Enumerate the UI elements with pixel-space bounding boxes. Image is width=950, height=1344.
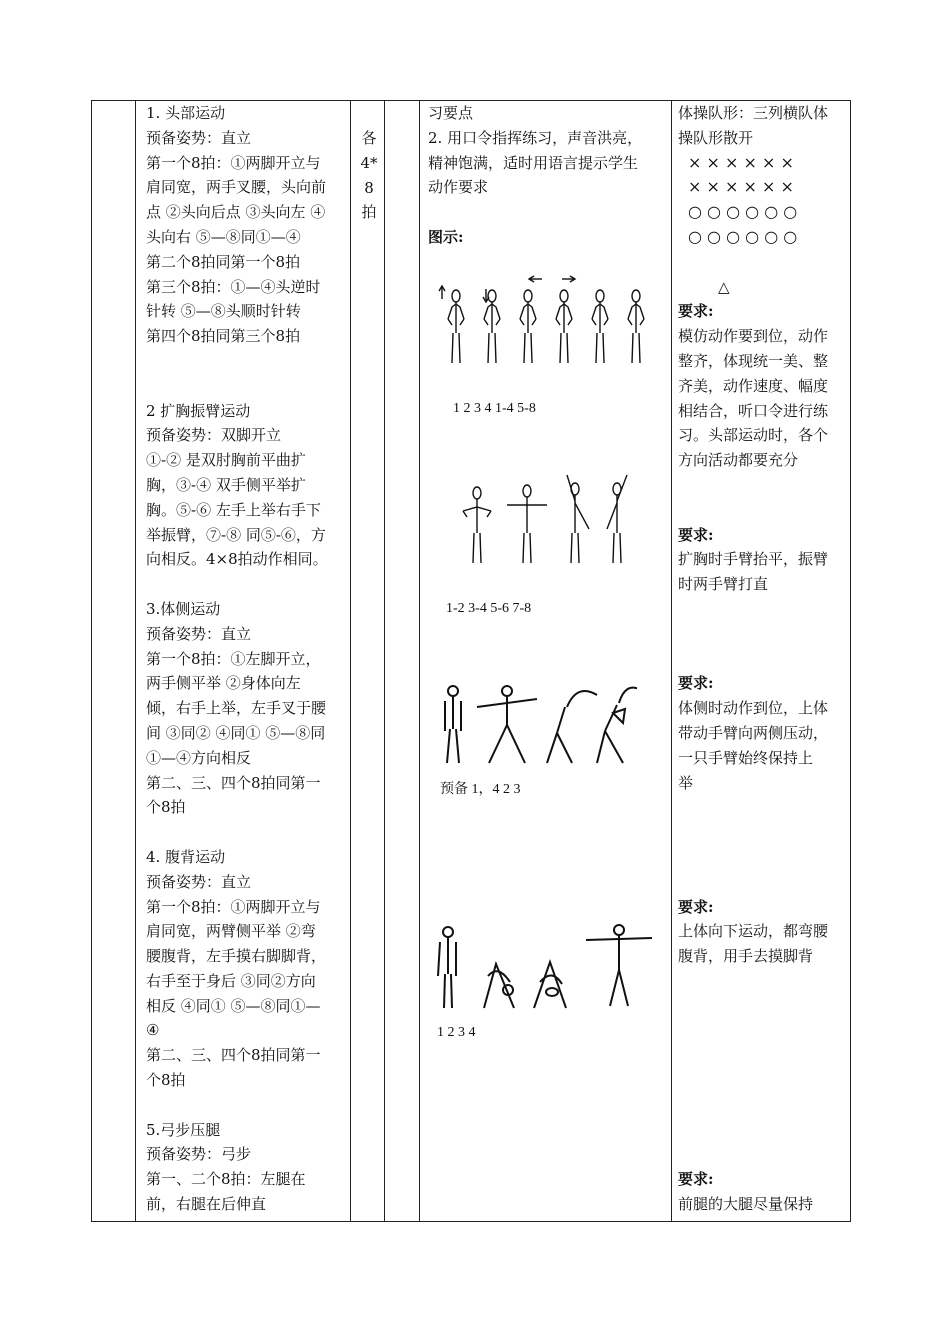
text-line: 肩同宽，两臂侧平举 ②弯 [146,922,316,941]
text-line: 预备姿势：弓步 [146,1145,252,1164]
text-line: 胸，③-④ 双手侧平举扩 [146,475,306,494]
text-line: 腹背，用手去摸脚背 [678,947,814,966]
text-line: 前，右腿在后伸直 [146,1195,267,1214]
column-divider [384,101,385,1221]
text-line: 向相反。4×8拍动作相同。 [146,550,328,569]
text-line: 体侧时动作到位，上体 [678,699,829,718]
requirement-label: 要求: [678,674,714,693]
text-line: 第二、三、四个8拍同第一 [146,1046,321,1065]
text-line: 倾，右手上举，左手叉于腰 [146,699,327,718]
text-line: 相结合，听口令进行练 [678,401,829,420]
diagram-heading: 图示: [428,227,464,246]
text-line: 第一个8拍：①两脚开立与 [146,153,321,172]
section-title: 2 扩胸振臂运动 [146,401,251,420]
text-line: 习要点 [428,104,474,122]
count-text: 4* [360,153,378,172]
text-line: 间 ③同② ④同① ⑤—⑧同 [146,723,326,742]
text-line: 个8拍 [146,1071,186,1090]
text-line: 齐美，动作速度、幅度 [678,376,829,395]
text-line: 头向右 ⑤—⑧同①—④ [146,227,301,246]
column-divider [671,101,672,1221]
text-line: 右手至于身后 ③同②方向 [146,971,316,990]
section-chest-expansion [146,399,354,573]
text-line: 模仿动作要到位，动作 [678,327,829,346]
text-line: 第一个8拍：①左脚开立， [146,649,321,668]
text-line: 2. 用口令指挥练习，声音洪亮， [428,128,643,147]
section-head-exercise [146,101,354,349]
text-line: 相反 ④同① ⑤—⑧同①— [146,996,321,1015]
text-line: 预备姿势：直立 [146,128,252,147]
text-line: 第二个8拍同第一个8拍 [146,252,301,271]
text-line: 整齐，体现统一美、整 [678,351,829,370]
text-line: 第一个8拍：①两脚开立与 [146,897,321,916]
formation-row: × × × × × × [688,177,794,197]
count-text: 各 [361,129,377,147]
text-line: 腰腹背，左手摸右脚脚背， [146,947,327,966]
figure-caption: 1 2 3 4 1-4 5-8 [453,401,536,416]
text-line: 扩胸时手臂抬平，振臂 [678,550,829,569]
text-line: 第二、三、四个8拍同第一 [146,773,321,792]
method-column [428,101,673,250]
text-line: 动作要求 [428,178,489,197]
figure-caption: 1 2 3 4 [437,1025,476,1040]
requirements-column [678,101,850,1217]
section-side-bend [146,597,354,820]
section-title: 3.体侧运动 [146,599,221,618]
column-divider [135,101,136,1221]
text-line: 习。头部运动时，各个 [678,426,829,445]
count-column [358,126,380,225]
text-line: 上体向下运动，都弯腰 [678,922,829,941]
teacher-marker: △ [718,277,730,296]
text-line: 两手侧平举 ②身体向左 [146,674,301,693]
head-movement-figure [434,271,654,371]
count-text: 8 [364,178,374,197]
text-line: 第一、二个8拍：左腿在 [146,1170,306,1189]
text-line: 举振臂，⑦-⑧ 同⑤-⑥，方 [146,525,326,544]
formation-row: × × × × × × [688,152,794,172]
text-line: 点 ②头向后点 ③头向左 ④ [146,203,326,222]
section-title: 1. 头部运动 [146,104,226,122]
abdomen-back-figure [434,916,664,1016]
formation-row: ○ ○ ○ ○ ○ ○ [688,202,798,222]
text-line: 胸。⑤-⑥ 左手上举右手下 [146,500,321,519]
text-line: 一只手臂始终保持上 [678,748,814,767]
text-line: 肩同宽，两手叉腰，头向前 [146,178,327,197]
text-line: ①—④方向相反 [146,748,252,767]
text-line: 操队形散开 [678,128,754,147]
text-line: 第三个8拍：①—④头逆时 [146,277,321,296]
requirement-label: 要求: [678,897,714,916]
exercise-content-column [144,101,354,1217]
text-line: 带动手臂向两侧压动， [678,723,829,742]
text-line: 精神饱满，适时用语言提示学生 [428,153,639,172]
section-title: 5.弓步压腿 [146,1120,221,1139]
text-line: 预备姿势：直立 [146,624,252,643]
text-line: 预备姿势：双脚开立 [146,426,282,445]
formation-row: ○ ○ ○ ○ ○ ○ [688,226,798,246]
count-text: 拍 [361,203,377,222]
column-divider [419,101,420,1221]
text-line: 第四个8拍同第三个8拍 [146,327,301,346]
section-title: 4. 腹背运动 [146,847,226,866]
requirement-label: 要求: [678,302,714,321]
text-line: 针转 ⑤—⑧头顺时针转 [146,302,301,321]
text-line: 方向活动都要充分 [678,451,799,470]
text-line: 前腿的大腿尽量保持 [678,1195,814,1214]
requirement-label: 要求: [678,1170,714,1189]
lesson-plan-table [91,100,851,1222]
section-lunge-stretch [146,1118,354,1217]
chest-expansion-figure [457,471,647,571]
text-line: ④ [146,1021,160,1040]
text-line: 预备姿势：直立 [146,872,252,891]
formation-title: 体操队形：三列横队体 [678,104,829,122]
figure-caption: 1-2 3-4 5-6 7-8 [446,601,532,616]
requirement-label: 要求: [678,525,714,544]
figure-caption: 预备 1，4 2 3 [440,782,521,797]
section-abdomen-back [146,845,354,1093]
text-line: 举 [678,773,694,792]
text-line: 个8拍 [146,798,186,817]
side-bend-figure [437,673,637,773]
text-line: 时两手臂打直 [678,575,769,594]
text-line: ①-② 是双肘胸前平曲扩 [146,451,306,470]
